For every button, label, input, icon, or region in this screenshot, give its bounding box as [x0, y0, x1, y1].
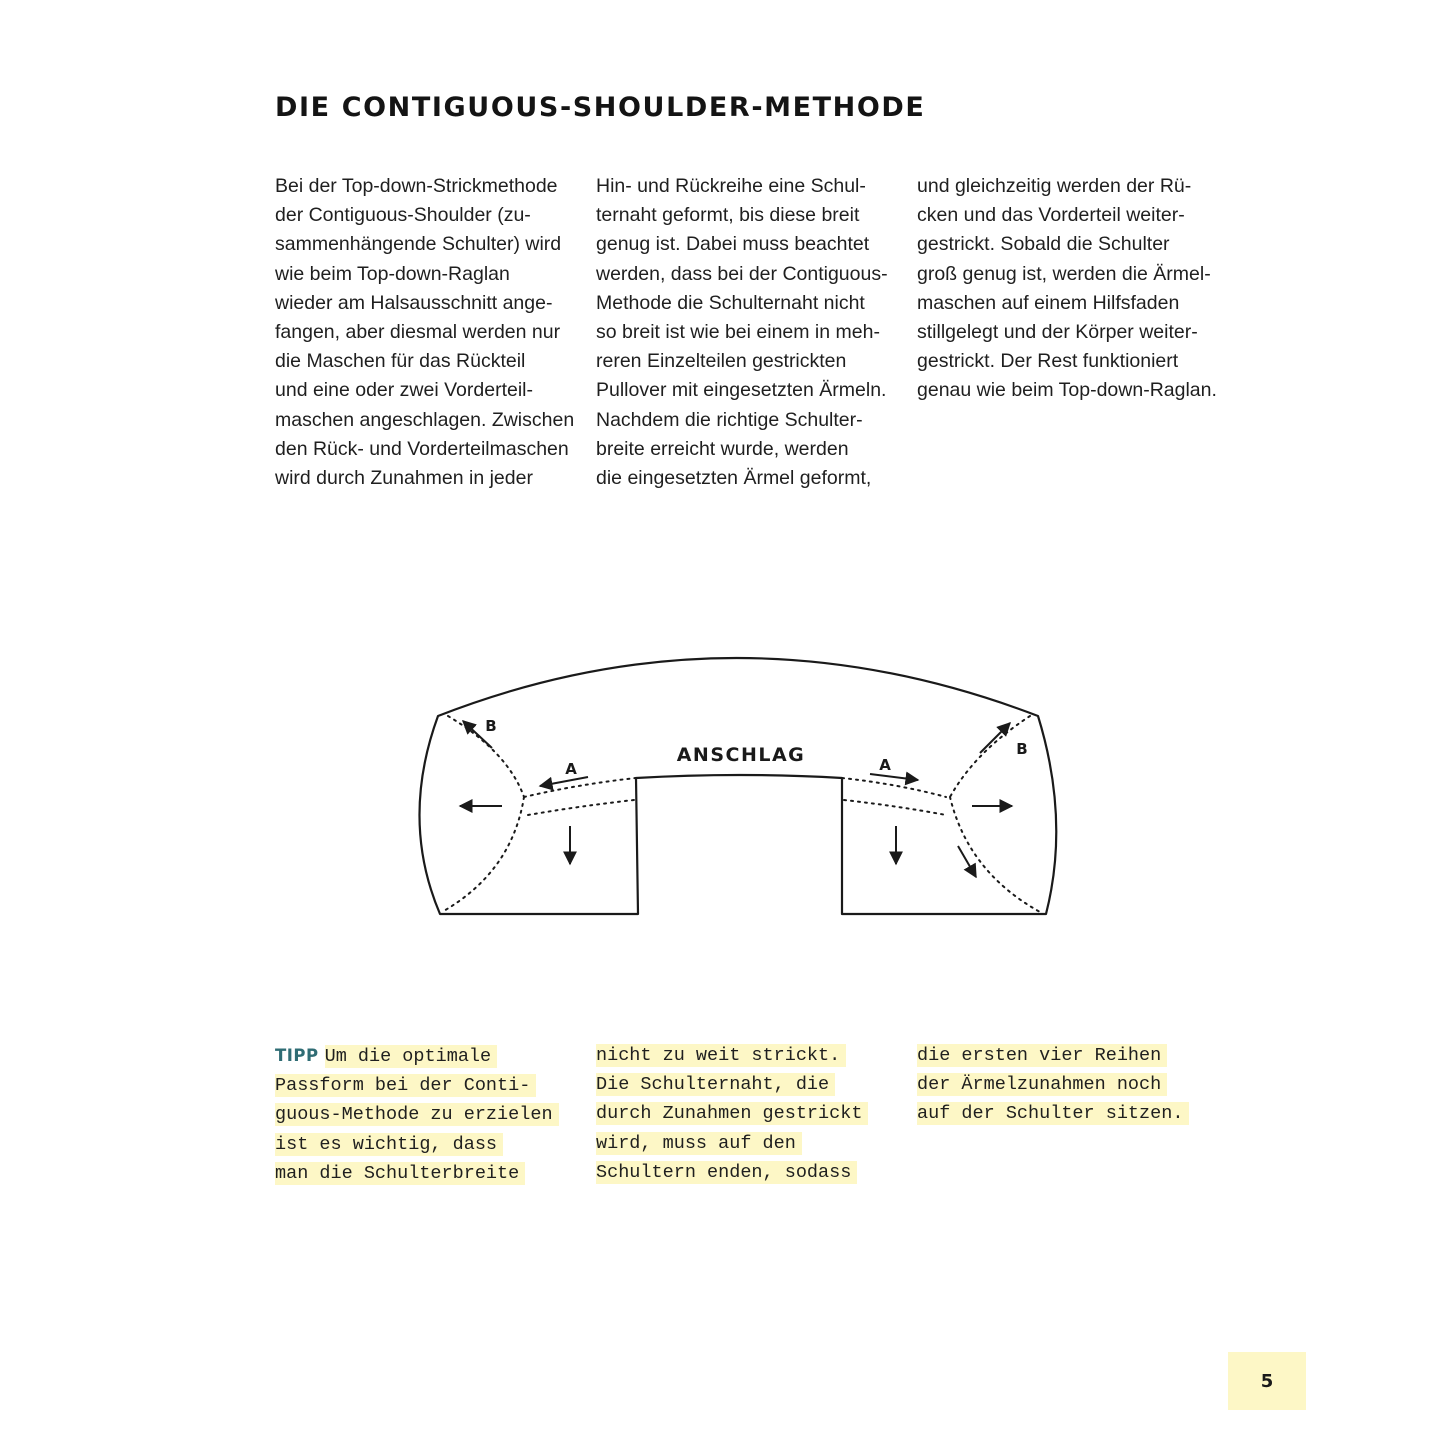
text-line: groß genug ist, werden die Ärmel-	[917, 262, 1211, 285]
tip-line: man die Schulterbreite	[275, 1162, 525, 1185]
tip-line: ist es wichtig, dass	[275, 1133, 503, 1156]
text-line: genug ist. Dabei muss beachtet	[596, 233, 870, 256]
page-number: 5	[1228, 1352, 1306, 1410]
text-line: werden, dass bei der Contiguous-	[596, 262, 888, 285]
label-b-left: B	[485, 717, 497, 735]
text-line: maschen angeschlagen. Zwischen	[275, 408, 575, 431]
seam-line	[842, 778, 946, 797]
text-line: sammenhängende Schulter) wird	[275, 233, 562, 256]
text-line: wird durch Zunahmen in jeder	[275, 467, 533, 490]
seam-line	[442, 797, 524, 912]
tip-line: nicht zu weit strickt.	[596, 1044, 846, 1067]
text-line: gestrickt. Sobald die Schulter	[917, 233, 1170, 256]
text-line: Bei der Top-down-Strickmethode	[275, 175, 558, 197]
page-title: DIE CONTIGUOUS-SHOULDER-METHODE	[275, 92, 926, 123]
seam-line	[844, 800, 946, 815]
text-line: ternaht geformt, bis diese breit	[596, 204, 860, 227]
text-line: fangen, aber diesmal werden nur	[275, 321, 561, 344]
text-line: die Maschen für das Rückteil	[275, 350, 526, 373]
text-line: Pullover mit eingesetzten Ärmeln.	[596, 379, 887, 402]
arrow-a-right	[870, 774, 918, 780]
tip-line: die ersten vier Reihen	[917, 1044, 1167, 1067]
tip-label: TIPP	[275, 1046, 319, 1065]
label-a-right: A	[879, 756, 891, 774]
tip-line: Passform bei der Conti-	[275, 1074, 536, 1097]
shoulder-diagram	[400, 640, 1080, 960]
label-anschlag: ANSCHLAG	[676, 744, 806, 766]
text-line: reren Einzelteilen gestrickten	[596, 350, 847, 373]
diagram-outline	[419, 658, 1056, 914]
tip-line: Um die optimale	[325, 1045, 498, 1068]
text-line: so breit ist wie bei einem in meh-	[596, 321, 880, 344]
text-line: breite erreicht wurde, werden	[596, 437, 849, 460]
tip-line: Die Schulternaht, die	[596, 1073, 835, 1096]
text-line: Hin- und Rückreihe eine Schul-	[596, 175, 866, 197]
text-line: Nachdem die richtige Schulter-	[596, 408, 863, 431]
text-line: und gleichzeitig werden der Rü-	[917, 175, 1192, 197]
text-line: gestrickt. Der Rest funktioniert	[917, 350, 1179, 373]
label-b-right: B	[1016, 740, 1028, 758]
tip-line: auf der Schulter sitzen.	[917, 1102, 1189, 1125]
text-line: Methode die Schulternaht nicht	[596, 291, 865, 314]
text-line: der Contiguous-Shoulder (zu-	[275, 204, 531, 227]
text-line: stillgelegt und der Körper weiter-	[917, 321, 1198, 344]
text-line: cken und das Vorderteil weiter-	[917, 204, 1185, 227]
text-line: wieder am Halsausschnitt ange-	[275, 291, 553, 314]
text-line: den Rück- und Vorderteilmaschen	[275, 437, 569, 460]
label-a-left: A	[565, 760, 577, 778]
text-line: maschen auf einem Hilfsfaden	[917, 291, 1180, 314]
tip-line: wird, muss auf den	[596, 1132, 802, 1155]
tip-column-2	[596, 1041, 896, 1187]
seam-line	[528, 800, 634, 815]
text-line: genau wie beim Top-down-Raglan.	[917, 379, 1217, 402]
text-line: wie beim Top-down-Raglan	[275, 262, 510, 285]
tip-column-1	[275, 1041, 575, 1188]
arrow-diag-right	[958, 846, 976, 877]
tip-column-3	[917, 1041, 1217, 1129]
tip-line: Schultern enden, sodass	[596, 1161, 857, 1184]
arrow-b-right	[980, 723, 1010, 753]
text-line: die eingesetzten Ärmel geformt,	[596, 467, 872, 490]
tip-line: der Ärmelzunahmen noch	[917, 1073, 1167, 1096]
tip-line: guous-Methode zu erzielen	[275, 1103, 559, 1126]
body-column-2	[596, 172, 896, 493]
body-column-1	[275, 172, 575, 493]
text-line: und eine oder zwei Vorderteil-	[275, 379, 533, 402]
body-column-3	[917, 172, 1217, 406]
seam-line	[524, 778, 636, 797]
tip-line: durch Zunahmen gestrickt	[596, 1102, 868, 1125]
